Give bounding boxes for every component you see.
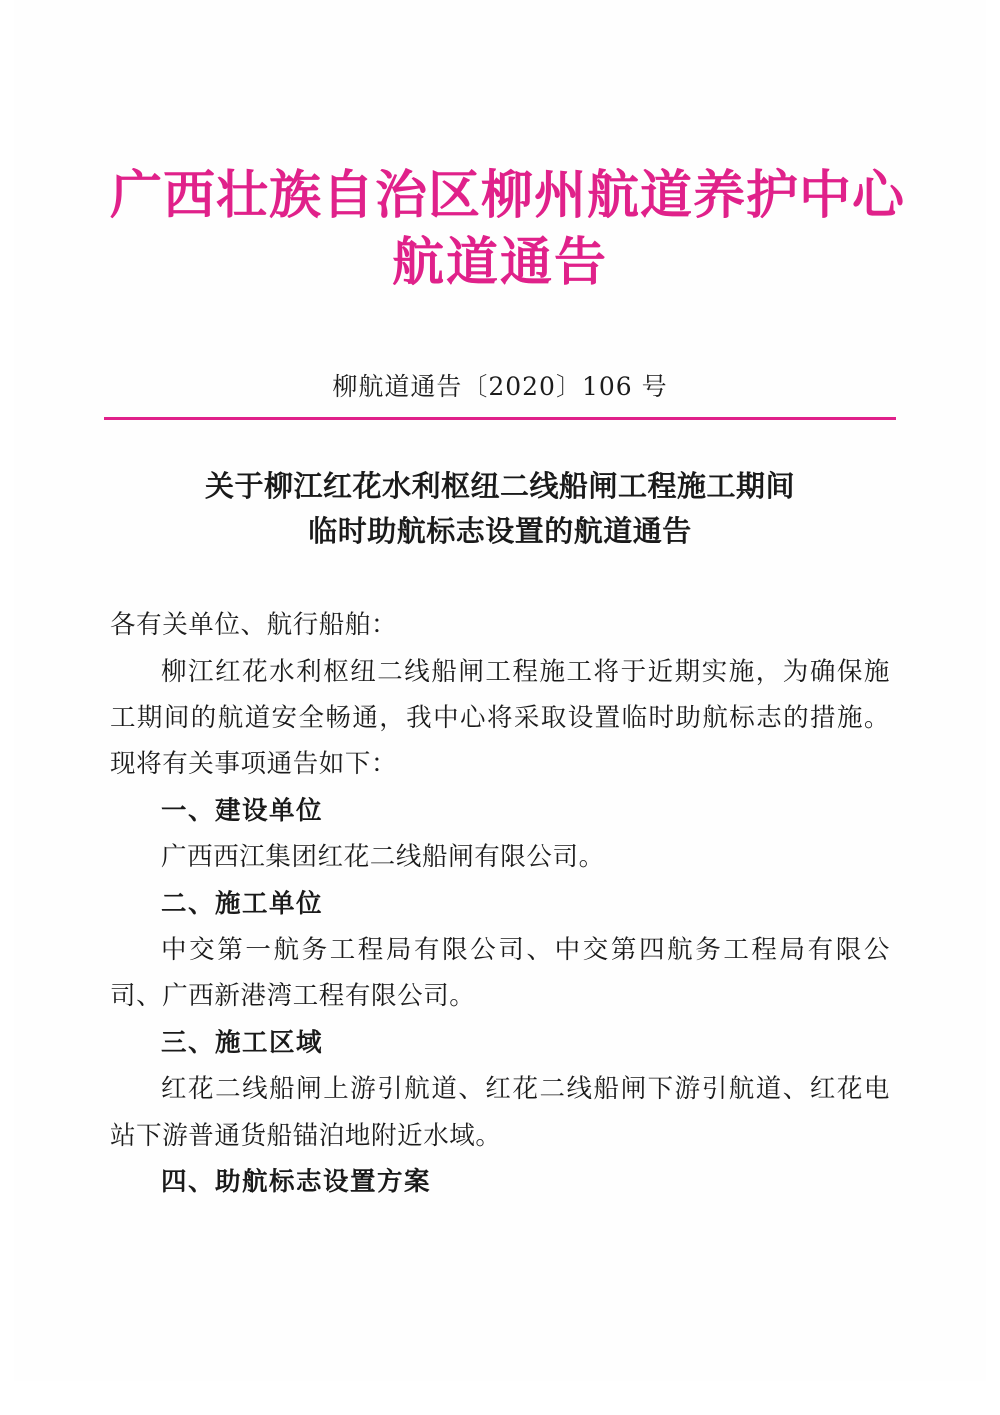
section-body-1: 广西西江集团红花二线船闸有限公司。 xyxy=(161,842,605,873)
page-left-margin xyxy=(0,0,14,1415)
header-divider-rule xyxy=(104,417,896,420)
document-subject xyxy=(110,464,890,554)
section-body-2: 中交第一航务工程局有限公司、中交第四航务工程局有限公司、广西新港湾工程有限公司。 xyxy=(110,935,890,1012)
section-body-3: 红花二线船闸上游引航道、红花二线船闸下游引航道、红花电站下游普通货船锚泊地附近水域。 xyxy=(110,1074,890,1151)
document-header xyxy=(110,0,906,295)
section-heading-4: 四、助航标志设置方案 xyxy=(161,1167,432,1198)
document-body xyxy=(110,602,890,1205)
page-bottom-margin xyxy=(0,1381,1000,1415)
section-heading-1: 一、建设单位 xyxy=(161,795,324,826)
document-number: 柳航道通告〔2020〕106 号 xyxy=(332,372,668,402)
salutation: 各有关单位、航行船舶： xyxy=(110,610,398,641)
document-type-title: 航道通告 xyxy=(391,232,608,294)
subject-line-1: 关于柳江红花水利枢纽二线船闸工程施工期间 xyxy=(204,469,795,504)
intro-paragraph: 柳江红花水利枢纽二线船闸工程施工将于近期实施，为确保施工期间的航道安全畅通，我中心将采取设置临时助航标志的措施。现将有关事项通告如下： xyxy=(110,656,890,780)
subject-line-2: 临时助航标志设置的航道通告 xyxy=(308,514,692,549)
organization-title: 广西壮族自治区柳州航道养护中心 xyxy=(110,165,906,226)
section-heading-3: 三、施工区域 xyxy=(161,1027,324,1058)
section-heading-2: 二、施工单位 xyxy=(161,888,324,919)
page-right-margin xyxy=(986,0,1000,1415)
